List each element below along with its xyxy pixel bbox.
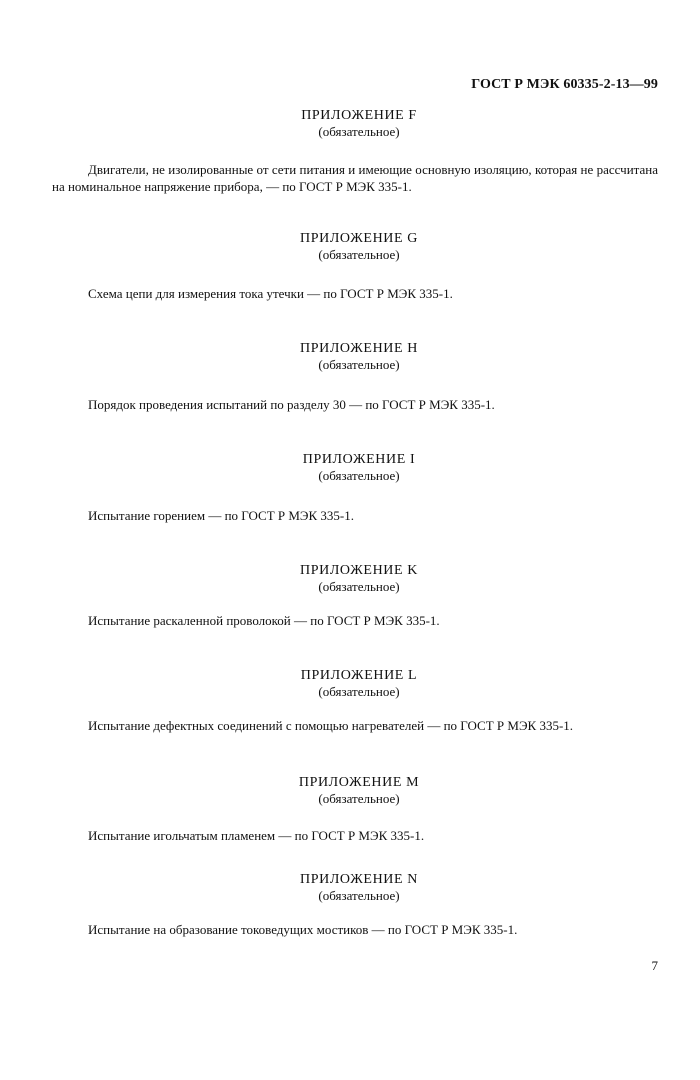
appendix-status: (обязательное) (318, 124, 400, 139)
appendix-status: (обязательное) (318, 791, 400, 806)
appendix-g-heading (0, 231, 700, 262)
page-number: 7 (651, 958, 658, 973)
appendix-title: ПРИЛОЖЕНИЕ I (302, 452, 416, 467)
appendix-h-text: Порядок проведения испытаний по разделу 30 — по ГОСТ Р МЭК 335-1. (88, 397, 495, 412)
appendix-status: (обязательное) (318, 579, 400, 594)
appendix-n-text: Испытание на образование токоведущих мостиков — по ГОСТ Р МЭК 335-1. (88, 922, 518, 937)
appendix-l-text: Испытание дефектных соединений с помощью нагревателей — по ГОСТ Р МЭК 335-1. (88, 718, 574, 733)
appendix-status: (обязательное) (318, 247, 400, 262)
appendix-k-text: Испытание раскаленной проволокой — по ГОСТ Р МЭК 335-1. (88, 613, 440, 628)
appendix-status: (обязательное) (318, 888, 400, 903)
appendix-status: (обязательное) (318, 684, 400, 699)
appendix-title: ПРИЛОЖЕНИЕ F (301, 108, 417, 123)
appendix-title: ПРИЛОЖЕНИЕ M (298, 775, 420, 790)
appendix-k-heading (0, 563, 700, 594)
appendix-title: ПРИЛОЖЕНИЕ H (300, 341, 418, 356)
appendix-h-heading (0, 341, 700, 372)
appendix-m-text: Испытание игольчатым пламенем — по ГОСТ Р МЭК 335-1. (88, 828, 425, 843)
appendix-i-text: Испытание горением — по ГОСТ Р МЭК 335-1. (88, 508, 355, 523)
appendix-title: ПРИЛОЖЕНИЕ N (300, 872, 418, 887)
appendix-status: (обязательное) (318, 357, 400, 372)
appendix-i-heading (0, 452, 700, 483)
appendix-title: ПРИЛОЖЕНИЕ K (300, 563, 418, 578)
appendix-l-heading (0, 668, 700, 699)
appendix-title: ПРИЛОЖЕНИЕ G (300, 231, 418, 246)
standard-header: ГОСТ Р МЭК 60335-2-13—99 (471, 77, 658, 92)
appendix-g-text: Схема цепи для измерения тока утечки — по ГОСТ Р МЭК 335-1. (88, 286, 453, 301)
appendix-m-heading (0, 775, 700, 806)
appendix-f-text: Двигатели, не изолированные от сети питания и имеющие основную изоляцию, которая не рассчитана на номинальное напряжение прибора, — по ГОСТ Р МЭК 335-1. (52, 162, 658, 194)
appendix-f-heading (0, 108, 700, 139)
appendix-title: ПРИЛОЖЕНИЕ L (300, 668, 418, 683)
appendix-n-heading (0, 872, 700, 903)
appendix-status: (обязательное) (318, 468, 400, 483)
